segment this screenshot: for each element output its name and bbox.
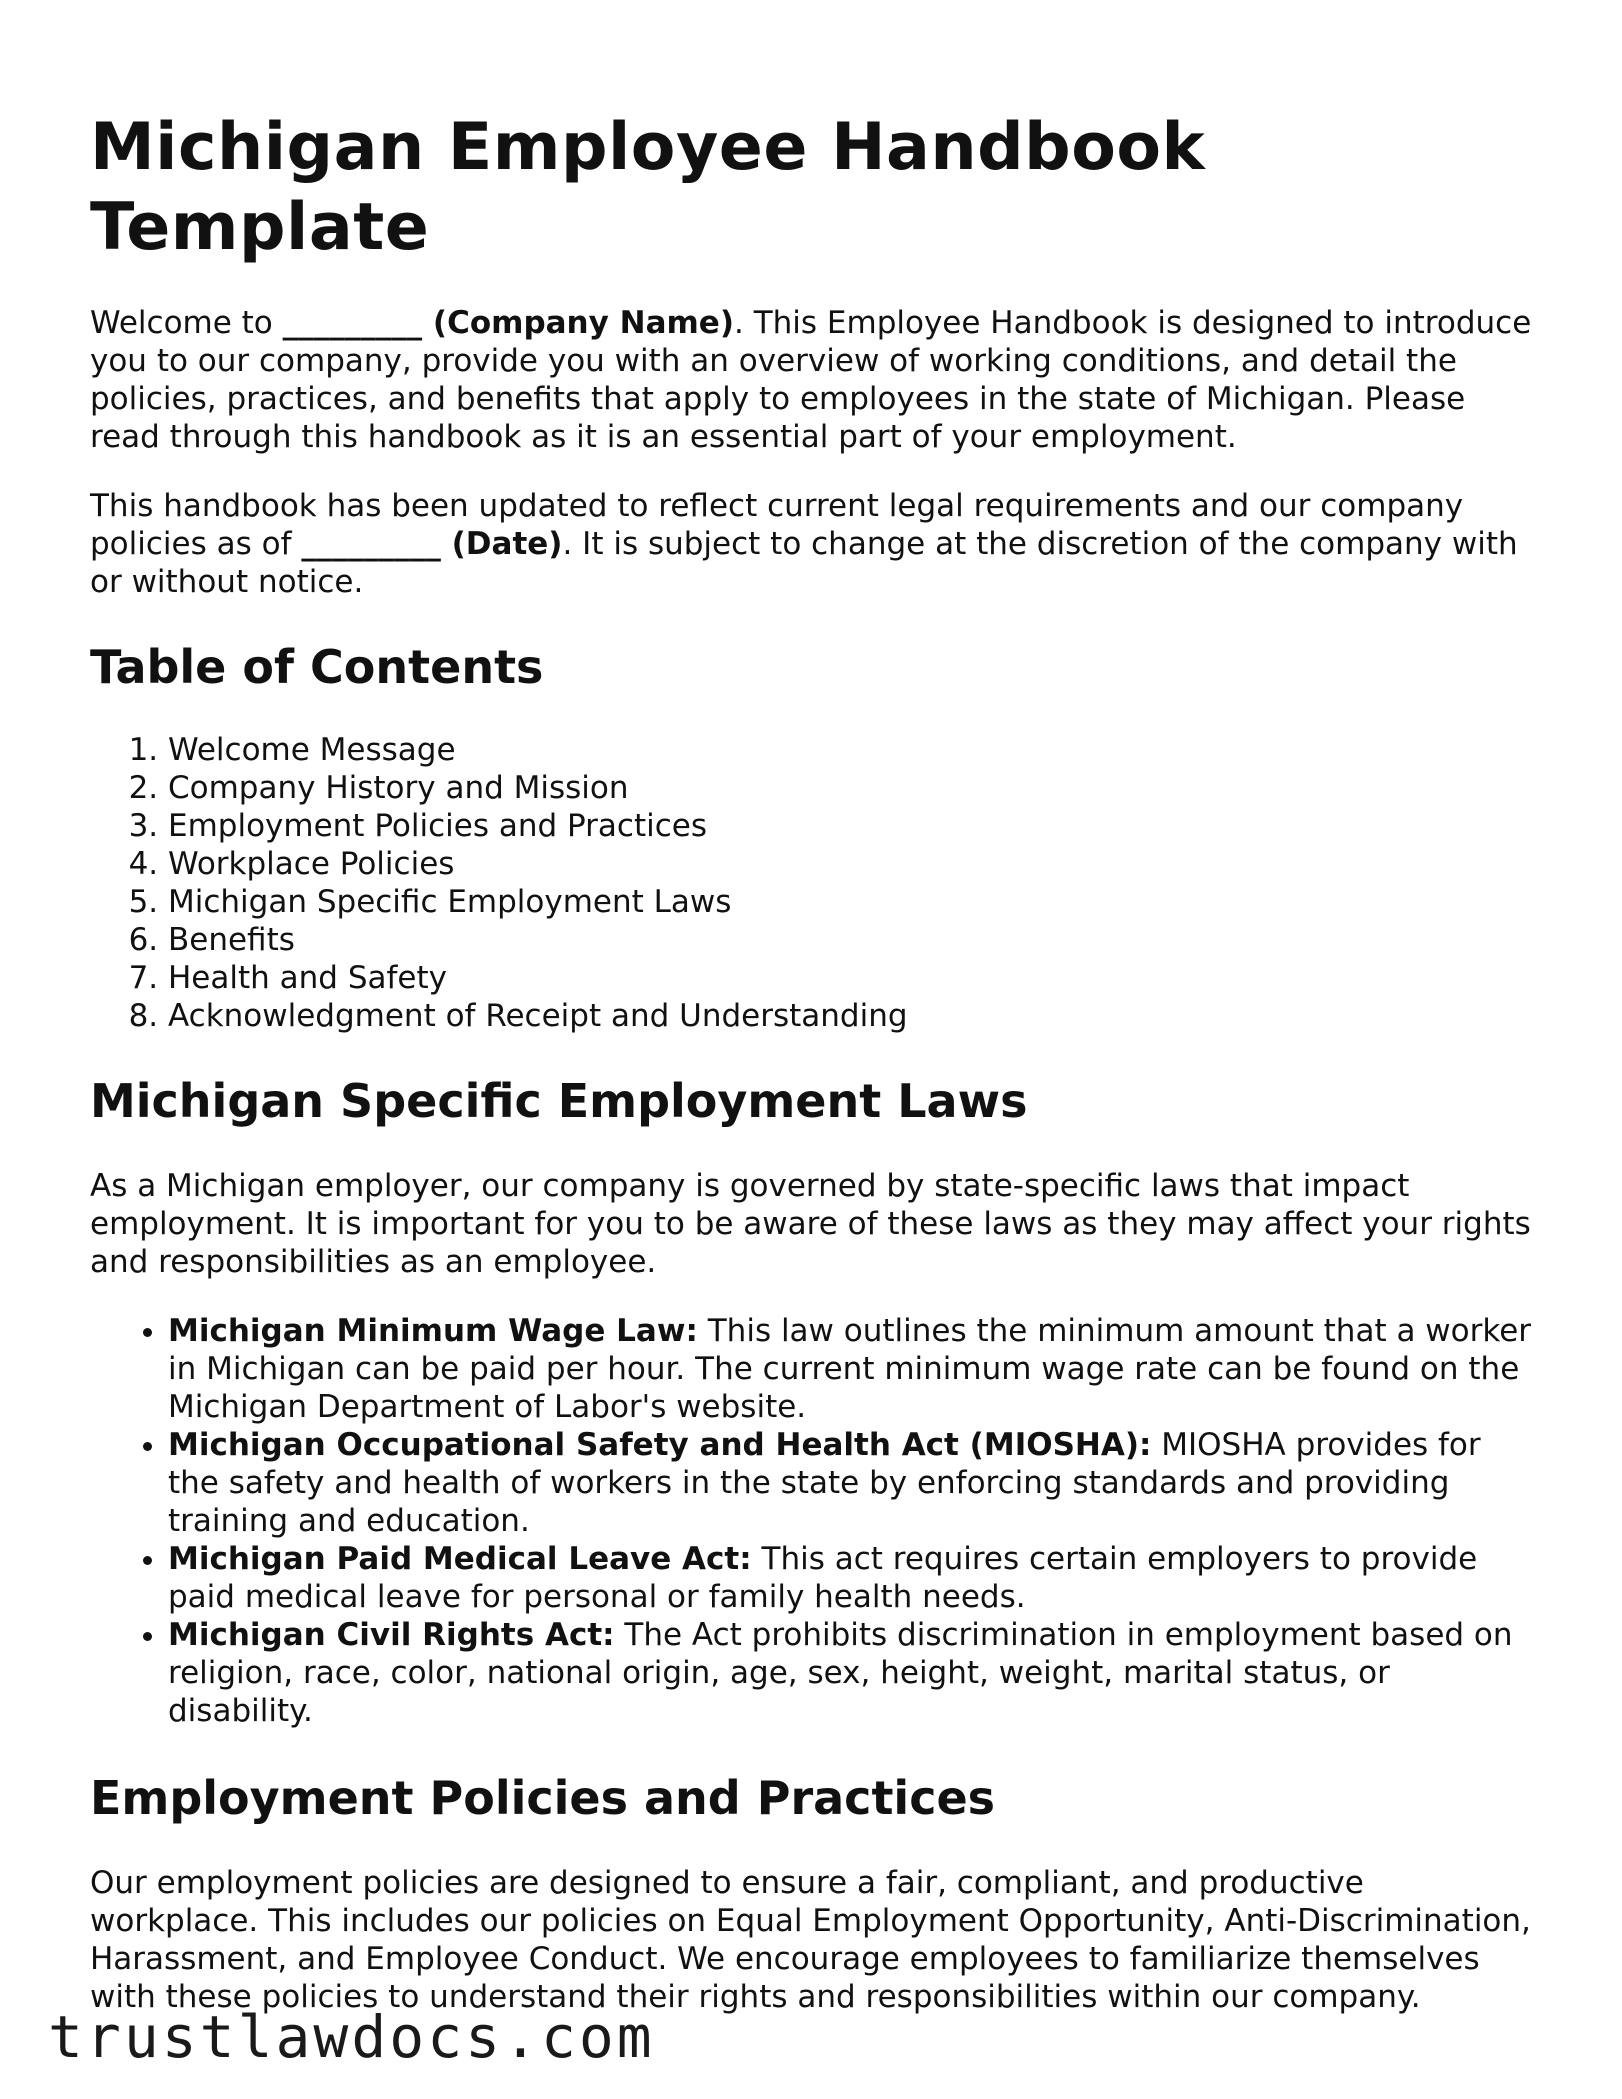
law-item bbox=[168, 1616, 1540, 1730]
intro-welcome-post: . This Employee Handbook is designed to introduce you to our company, provide you with an overview of working conditions, and detail the policies, practices, and benefits that apply to employees in the state of Michigan. Please read through this handbook as it is an essential part of your employment. bbox=[90, 305, 1532, 455]
law-term: Michigan Occupational Safety and Health Act (MIOSHA): bbox=[168, 1427, 1152, 1463]
laws-list bbox=[90, 1312, 1540, 1730]
date-blank: _________ (Date) bbox=[301, 526, 563, 562]
policies-heading: Employment Policies and Practices bbox=[90, 1771, 996, 1825]
law-item bbox=[168, 1312, 1540, 1426]
laws-heading: Michigan Specific Employment Laws bbox=[90, 1074, 1028, 1128]
toc-item: 3. Employment Policies and Practices bbox=[168, 807, 1540, 845]
page-title: Michigan Employee Handbook Template bbox=[90, 110, 1206, 265]
document-page bbox=[90, 108, 1540, 2016]
law-text: This act requires certain employers to provide paid medical leave for personal or family health needs. bbox=[168, 1541, 1478, 1615]
law-text: The Act prohibits discrimination in employment based on religion, race, color, national origin, age, sex, height, weight, marital status, or disability. bbox=[168, 1617, 1513, 1729]
toc-item: 7. Health and Safety bbox=[168, 959, 1540, 997]
law-item bbox=[168, 1426, 1540, 1540]
law-item bbox=[168, 1540, 1540, 1616]
toc-heading: Table of Contents bbox=[90, 640, 544, 694]
law-text: MIOSHA provides for the safety and health of workers in the state by enforcing standards and providing training and education. bbox=[168, 1427, 1481, 1539]
watermark-text: trustlawdocs.com bbox=[48, 2003, 655, 2071]
law-text: This law outlines the minimum amount that a worker in Michigan can be paid per hour. The current minimum wage rate can be found on the Michigan Department of Labor's website. bbox=[168, 1313, 1532, 1425]
intro-paragraph-welcome bbox=[90, 304, 1540, 456]
policies-body: Our employment policies are designed to ensure a fair, compliant, and productive workplace. This includes our policies on Equal Employment Opportunity, Anti-Discrimination, Harassment, and Employee Conduct. We encourage employees to familiarize themselves with these policies to understand their rights and responsibilities within our company. bbox=[90, 1865, 1531, 2015]
law-term: Michigan Civil Rights Act: bbox=[168, 1617, 615, 1653]
toc-item: 2. Company History and Mission bbox=[168, 769, 1540, 807]
toc-list bbox=[90, 731, 1540, 1035]
law-term: Michigan Minimum Wage Law: bbox=[168, 1313, 698, 1349]
toc-item: 5. Michigan Specific Employment Laws bbox=[168, 883, 1540, 921]
company-name-blank: _________ (Company Name) bbox=[282, 305, 734, 341]
toc-item: 4. Workplace Policies bbox=[168, 845, 1540, 883]
intro-paragraph-updated bbox=[90, 487, 1540, 601]
intro-welcome-pre: Welcome to bbox=[90, 305, 283, 341]
law-term: Michigan Paid Medical Leave Act: bbox=[168, 1541, 752, 1577]
intro-updated-post: . It is subject to change at the discretion of the company with or without notice. bbox=[90, 526, 1518, 600]
toc-item: 6. Benefits bbox=[168, 921, 1540, 959]
toc-item: 1. Welcome Message bbox=[168, 731, 1540, 769]
toc-item: 8. Acknowledgment of Receipt and Understanding bbox=[168, 997, 1540, 1035]
intro-updated-pre: This handbook has been updated to reflect current legal requirements and our company policies as of bbox=[90, 488, 1464, 562]
laws-intro: As a Michigan employer, our company is governed by state-specific laws that impact employment. It is important for you to be aware of these laws as they may affect your rights and responsibilities as an employee. bbox=[90, 1168, 1531, 1280]
